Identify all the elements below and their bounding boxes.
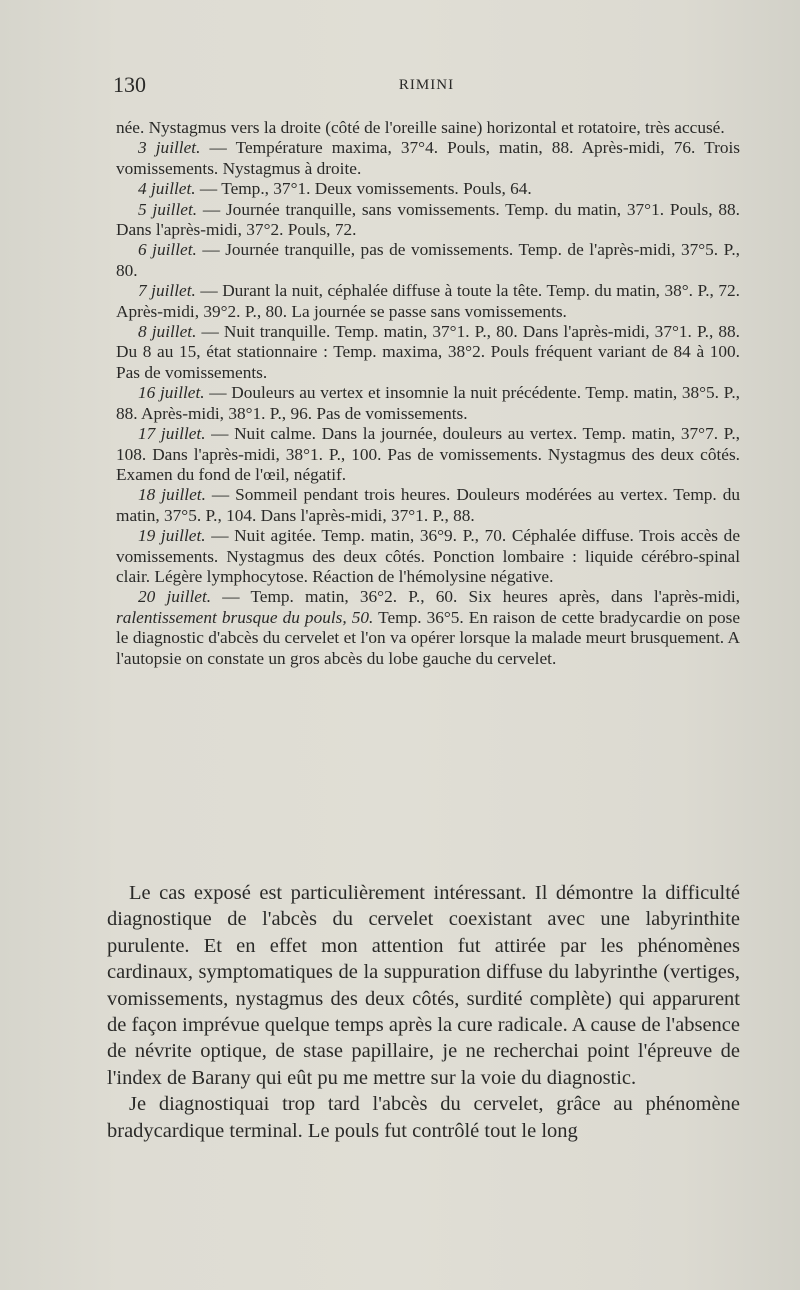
entry-text: — Nuit tranquille. Temp. matin, 37°1. P., 80. Dans l'après-midi, 37°1. P., 88. Du 8 au 15, état stationnaire : Temp. maxima, 38°2. Pouls fréquent variant de 84 à 100. Pas de vomissements. bbox=[116, 322, 740, 382]
note-entry-17-juillet bbox=[116, 424, 740, 485]
note-entry-5-juillet bbox=[116, 200, 740, 241]
page-number: 130 bbox=[113, 72, 146, 97]
running-head: RIMINI bbox=[398, 77, 455, 93]
main-paragraph-1: Le cas exposé est particulièrement intéressant. Il démontre la difficulté diagnostique de l'abcès du cervelet coexistant avec une labyrinthite purulente. Et en effet mon attention fut attirée par les phénomènes cardinaux, symptomatiques de la suppuration diffuse du labyrinthe (vertiges, vomissements, nystagmus des deux côtés, surdité complète) qui apparurent de façon imprévue quelque temps après la cure radicale. A cause de l'absence de névrite optique, de stase papillaire, je ne recherchai point l'épreuve de l'index de Barany qui eût pu me mettre sur la voie du diagnostic. bbox=[107, 882, 740, 1089]
entry-text: — Journée tranquille, sans vomissements. Temp. du matin, 37°1. Pouls, 88. Dans l'après-midi, 37°2. Pouls, 72. bbox=[116, 199, 740, 240]
note-entry-4-juillet bbox=[116, 179, 740, 199]
note-entry-19-juillet bbox=[116, 526, 740, 587]
entry-date: 6 juillet. bbox=[138, 240, 197, 260]
clinical-notes bbox=[116, 118, 740, 669]
entry-date: 3 juillet. bbox=[138, 138, 201, 158]
page-header bbox=[113, 72, 740, 102]
main-paragraph-2: Je diagnostiquai trop tard l'abcès du cervelet, grâce au phénomène bradycardique terminal. Le pouls fut contrôlé tout le long bbox=[107, 1093, 740, 1142]
note-entry-6-juillet bbox=[116, 240, 740, 281]
main-text bbox=[107, 880, 740, 1144]
note-entry-8-juillet bbox=[116, 322, 740, 383]
entry-text: — Temp. matin, 36°2. P., 60. Six heures après, dans l'après-midi, bbox=[211, 587, 740, 607]
entry-date: 7 juillet. bbox=[138, 281, 196, 301]
entry-text: — Sommeil pendant trois heures. Douleurs modérées au vertex. Temp. du matin, 37°5. P., 104. Dans l'après-midi, 37°1. P., 88. bbox=[116, 485, 740, 525]
notes-intro: née. Nystagmus vers la droite (côté de l'oreille saine) horizontal et rotatoire, très accusé. bbox=[116, 118, 725, 137]
entry-text: — Journée tranquille, pas de vomissements. Temp. de l'après-midi, 37°5. P., 80. bbox=[116, 240, 740, 280]
note-entry-3-juillet bbox=[116, 138, 740, 179]
note-entry-16-juillet bbox=[116, 383, 740, 424]
entry-date: 20 juillet. bbox=[138, 587, 212, 607]
entry-date: 8 juillet. bbox=[138, 322, 197, 342]
entry-text: — Temp., 37°1. Deux vomissements. Pouls, 64. bbox=[195, 179, 532, 199]
entry-date: 17 juillet. bbox=[138, 424, 206, 444]
entry-text: — Douleurs au vertex et insomnie la nuit précédente. Temp. matin, 38°5. P., 88. Après-midi, 38°1. P., 96. Pas de vomissements. bbox=[116, 383, 740, 423]
entry-text: — Température maxima, 37°4. Pouls, matin, 88. Après-midi, 76. Trois vomissements. Nystagmus à droite. bbox=[116, 138, 740, 178]
entry-text: — Nuit agitée. Temp. matin, 36°9. P., 70. Céphalée diffuse. Trois accès de vomissements. Nystagmus des deux côtés. Ponction lombaire : liquide cérébro-spinal clair. Légère lymphocytose. Réaction de l'hémolysine négative. bbox=[116, 526, 740, 586]
note-entry-18-juillet bbox=[116, 485, 740, 526]
entry-date: 18 juillet. bbox=[138, 485, 206, 505]
note-entry-7-juillet bbox=[116, 281, 740, 322]
entry-date: 4 juillet. bbox=[138, 179, 196, 199]
entry-date: 16 juillet. bbox=[138, 383, 205, 403]
entry-emphasis: ralentissement brusque du pouls, 50. bbox=[116, 607, 374, 627]
entry-date: 5 juillet. bbox=[138, 199, 198, 219]
entry-text: — Nuit calme. Dans la journée, douleurs au vertex. Temp. matin, 37°7. P., 108. Dans l'après-midi, 38°1. P., 100. Pas de vomissements. Nystagmus des deux côtés. Examen du fond de l'œil, négatif. bbox=[116, 424, 740, 484]
entry-text: — Durant la nuit, céphalée diffuse à toute la tête. Temp. du matin, 38°. P., 72. Après-midi, 39°2. P., 80. La journée se passe sans vomissements. bbox=[116, 281, 740, 321]
entry-text: Temp. 36°5. En raison de cette bradycardie on pose le diagnostic d'abcès du cervelet et l'on va opérer lorsque la malade meurt brusquement. A l'autopsie on constate un gros abcès du lobe gauche du cervelet. bbox=[116, 607, 740, 668]
entry-date: 19 juillet. bbox=[138, 526, 206, 546]
note-entry-20-juillet bbox=[116, 587, 740, 669]
